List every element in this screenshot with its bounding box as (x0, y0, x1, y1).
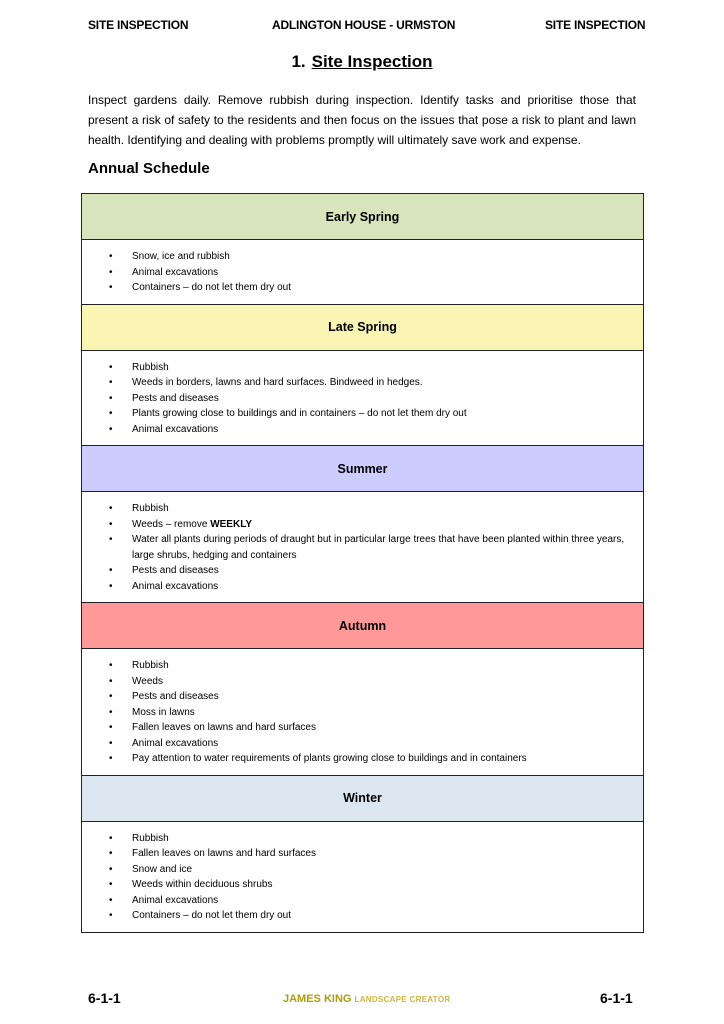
task-item: • Weeds (82, 674, 643, 690)
season-title: Winter (82, 775, 644, 821)
task-item: • Moss in lawns (82, 705, 643, 721)
task-item: • Snow, ice and rubbish (82, 249, 643, 265)
task-list (82, 501, 643, 594)
task-item: • Plants growing close to buildings and in containers – do not let them dry out (82, 406, 643, 422)
task-list (82, 658, 643, 767)
task-item: • Weeds within deciduous shrubs (82, 877, 643, 893)
task-item: • Weeds – remove WEEKLY (82, 517, 643, 533)
season-tasks-row (82, 821, 644, 932)
schedule-heading: Annual Schedule (88, 160, 210, 177)
task-item: • Pay attention to water requirements of plants growing close to buildings and in containers (82, 751, 643, 767)
season-header-row (82, 775, 644, 821)
section-title: Site Inspection (311, 52, 433, 71)
task-item: • Pests and diseases (82, 563, 643, 579)
task-item: • Rubbish (82, 501, 643, 517)
season-tasks-row (82, 492, 644, 603)
season-tasks-row (82, 350, 644, 446)
season-task-cell (82, 649, 644, 776)
season-task-cell (82, 240, 644, 305)
season-header-row (82, 446, 644, 492)
task-item: • Water all plants during periods of draught but in particular large trees that have been planted within three years, large shrubs, hedging and containers (82, 532, 643, 563)
header-left: SITE INSPECTION (88, 18, 189, 32)
task-item: • Animal excavations (82, 422, 643, 438)
intro-paragraph: Inspect gardens daily. Remove rubbish during inspection. Identify tasks and prioritise those that present a risk of safety to the residents and then focus on the issues that pose a risk to plant and lawn health. Identifying and dealing with problems promptly will ultimately save work and expense. (88, 93, 636, 147)
section-number: 1. (291, 52, 306, 71)
season-tasks-row (82, 649, 644, 776)
season-task-cell (82, 350, 644, 446)
task-item: • Containers – do not let them dry out (82, 908, 643, 924)
season-header-row (82, 304, 644, 350)
page-title (0, 52, 724, 72)
season-title: Autumn (82, 603, 644, 649)
schedule-table (81, 193, 644, 933)
brand-name: JAMES KING (283, 993, 352, 1005)
task-list (82, 360, 643, 438)
task-item: • Rubbish (82, 658, 643, 674)
task-item: • Fallen leaves on lawns and hard surfaces (82, 846, 643, 862)
task-item: • Pests and diseases (82, 689, 643, 705)
season-task-cell (82, 492, 644, 603)
task-item: • Animal excavations (82, 893, 643, 909)
season-tasks-row (82, 240, 644, 305)
task-item: • Pests and diseases (82, 391, 643, 407)
emphasis-text: WEEKLY (210, 518, 253, 530)
header-center: ADLINGTON HOUSE - URMSTON (272, 18, 456, 32)
brand-tagline: LANDSCAPE CREATOR (354, 995, 451, 1004)
task-item: • Rubbish (82, 831, 643, 847)
footer-page-left: 6-1-1 (88, 990, 121, 1006)
season-title: Late Spring (82, 304, 644, 350)
task-item: • Animal excavations (82, 579, 643, 595)
header-right: SITE INSPECTION (545, 18, 646, 32)
task-item: • Fallen leaves on lawns and hard surfaces (82, 720, 643, 736)
task-item: • Snow and ice (82, 862, 643, 878)
task-item: • Containers – do not let them dry out (82, 280, 643, 296)
task-list (82, 831, 643, 924)
footer-page-right: 6-1-1 (600, 990, 633, 1006)
season-header-row (82, 603, 644, 649)
season-title: Early Spring (82, 194, 644, 240)
brand-logo (283, 993, 450, 1005)
schedule-body (82, 194, 644, 933)
season-title: Summer (82, 446, 644, 492)
task-item: • Rubbish (82, 360, 643, 376)
season-task-cell (82, 821, 644, 932)
task-item: • Animal excavations (82, 736, 643, 752)
task-item: • Animal excavations (82, 265, 643, 281)
task-list (82, 249, 643, 296)
task-item: • Weeds in borders, lawns and hard surfaces. Bindweed in hedges. (82, 375, 643, 391)
season-header-row (82, 194, 644, 240)
